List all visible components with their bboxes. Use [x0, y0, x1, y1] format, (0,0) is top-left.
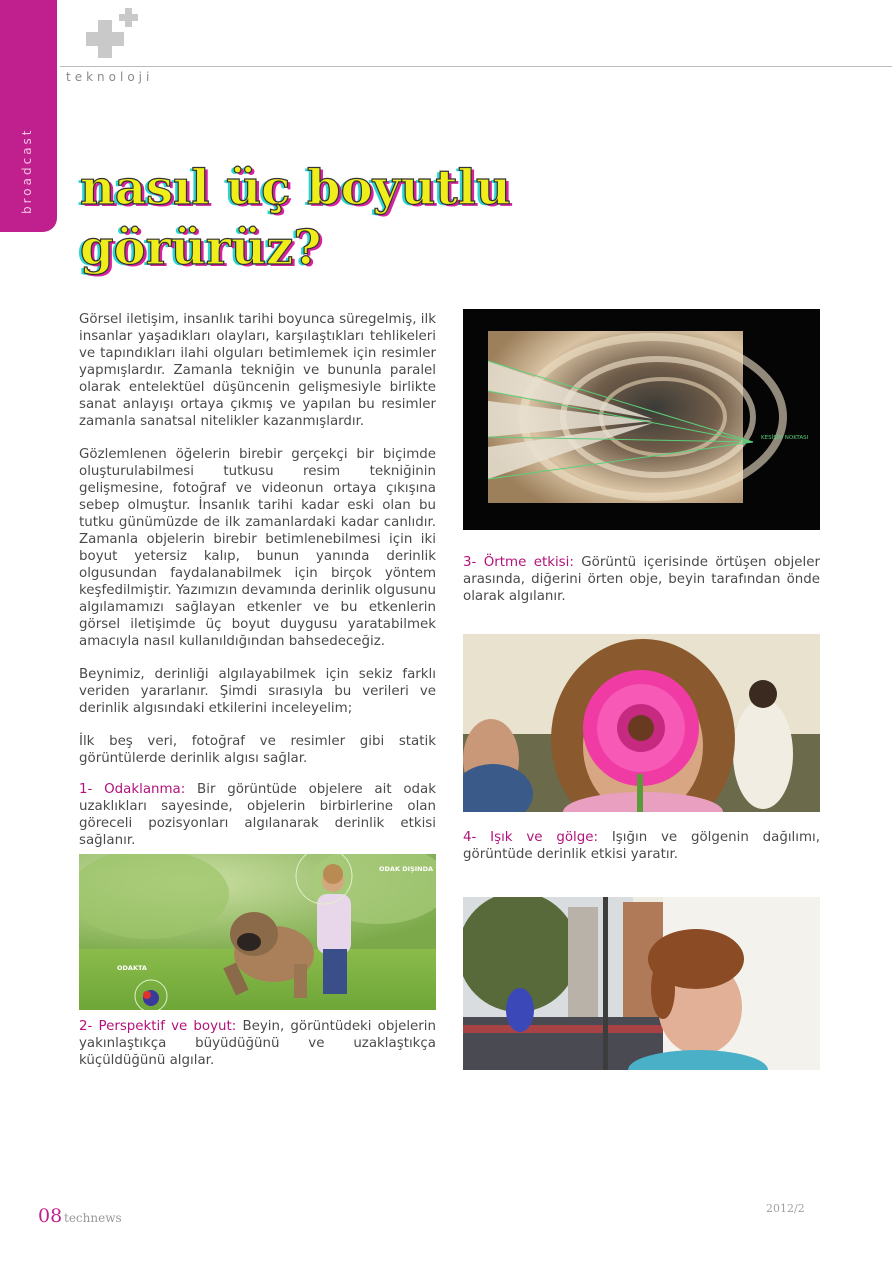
magazine-name: technews	[64, 1211, 122, 1225]
item-focus-text: Bir görüntüde objelere ait odak uzaklıkları sayesinde, objelerin birbirlerine olan göreceli pozisyonları algılanarak derinlik etkisi sağlanır.	[79, 782, 436, 848]
paragraph-history: Gözlemlenen öğelerin birebir gerçekçi bir biçimde oluşturulabilmesi tutkusu resim tekniğinin gelişmesine, fotoğraf ve videonun ortaya çıkışına sebep olmuştur. İnsanlık tarihi kadar eski olan bu tutku günümüzde de ilk zamanlardaki kadar canlıdır. Zamanla objelerin birebir betimlenebilmesi için iki boyut yetersiz kalıp, bunun yanında derinlik olgusundan faydalanabilmek için birçok yöntem keşfedilmiştir. Yazımızın devamında derinlik olgusunu algılamamızı sağlayan etkenler ve bu etkenlerin görsel iletişimde üç boyut duygusu yaratabilmek amacıyla nasıl kullanıldığından bahsedeceğiz.	[79, 447, 436, 649]
caption-occlusion-text: Görüntü içerisinde örtüşen objeler arasında, diğerini örten obje, beyin tarafından önde olarak algılanır.	[463, 555, 820, 604]
focus-photo	[79, 854, 436, 1010]
paragraph-intro: Görsel iletişim, insanlık tarihi boyunca süregelmiş, ilk insanlar yaşadıkları olayları, karşılaştıkları tehlikeleri ve tapındıkları ilahi olguları betimlemek için resimler yapmışlardır. Zamanla tekniğin ve bununla paralel olarak entelektüel düşüncenin gelişmesiyle birlikte sanat anlayışı ortaya çıkmış ve yapılan bu resimler zamanla sanatsal nitelikler kazanmışlardır.	[79, 312, 436, 429]
light-shadow-photo	[463, 897, 820, 1070]
caption-light-shadow	[463, 829, 820, 863]
issue-label: 2012/2	[766, 1202, 805, 1215]
caption-perspective	[79, 1018, 436, 1069]
label-vanishing-point: KESİŞİM NOKTASI	[761, 435, 809, 441]
vanishing-point-photo	[463, 309, 820, 530]
caption-occlusion	[463, 554, 820, 605]
caption-perspective-label: 2- Perspektif ve boyut:	[79, 1019, 237, 1034]
section-label: teknoloji	[66, 70, 154, 84]
item-focus	[79, 781, 436, 849]
left-column	[79, 311, 436, 865]
caption-perspective-text: Beyin, görüntüdeki objelerin yakınlaştıkça büyüdüğünü ve uzaklaştıkça küçüldüğünü algılar.	[79, 1019, 436, 1068]
label-out-of-focus: ODAK DIŞINDA	[379, 865, 434, 873]
caption-light-shadow-text: Işığın ve gölgenin dağılımı, görüntüde derinlik etkisi yaratır.	[463, 830, 820, 862]
caption-occlusion-label: 3- Örtme etkisi:	[463, 555, 574, 570]
page-number: 08	[38, 1205, 63, 1227]
paragraph-static-cues: İlk beş veri, fotoğraf ve resimler gibi statik görüntülerde derinlik algısı sağlar.	[79, 734, 436, 766]
paragraph-eight-cues: Beynimiz, derinliği algılayabilmek için sekiz farklı veriden yararlanır. Şimdi sırasıyla bu verileri ve derinlik algısındaki etkilerini inceleyelim;	[79, 667, 436, 716]
item-focus-label: 1- Odaklanma:	[79, 782, 186, 797]
plus-logo-icon	[82, 6, 144, 60]
label-in-focus: ODAKTA	[117, 964, 147, 972]
occlusion-photo	[463, 634, 820, 812]
caption-light-shadow-label: 4- Işık ve gölge:	[463, 830, 599, 845]
side-tab-label: broadcast	[20, 127, 34, 214]
article-title: nasıl üç boyutlu görürüz?	[80, 160, 511, 276]
header-rule	[60, 66, 892, 67]
